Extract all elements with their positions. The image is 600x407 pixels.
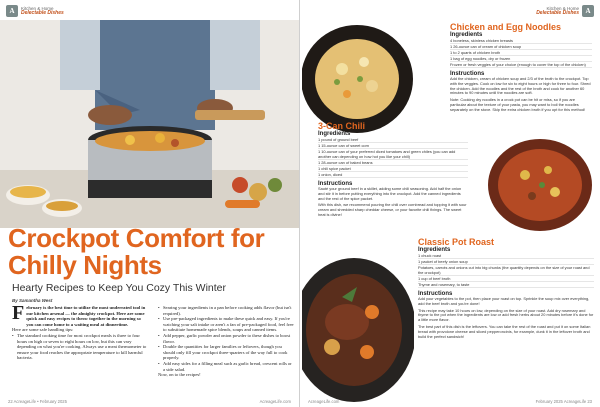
recipe-title: 3-Can Chili: [318, 121, 366, 131]
crockpot-cooking-illustration: [0, 20, 300, 228]
list-item: 1 15-ounce can of sweet corn: [318, 143, 468, 149]
list-item: • Add pepper, garlic powder and onion powder to these dishes to boost flavor.: [158, 333, 294, 344]
ingredients-heading: Ingredients: [318, 131, 351, 137]
recipe-classic-pot-roast: [418, 237, 594, 339]
magazine-logo: A: [6, 5, 18, 17]
header-section: Delectable Dishes: [536, 10, 579, 16]
instructions-heading: Instructions: [418, 291, 453, 297]
list-item: • Searing your ingredients in a pan before cooking adds flavor (but isn't required).: [158, 305, 294, 316]
instructions-heading: Instructions: [318, 181, 353, 187]
list-item: • Double the quantities for larger families or leftovers, though you should only fill your crockpot three-quarters of the way full to cook properly.: [158, 344, 294, 361]
tips-list-left: [12, 333, 148, 361]
chicken-noodle-photo: [302, 24, 420, 134]
ingredients-list: [318, 137, 468, 178]
recipe-title: Chicken and Egg Noodles: [450, 22, 562, 32]
list-item: • Add easy sides for a filling meal such as garlic bread, crescent rolls or a side salad.: [158, 361, 294, 372]
article-subtitle: Hearty Recipes to Keep You Cozy This Winter: [12, 282, 226, 294]
list-item: 1 onion, diced: [318, 172, 468, 178]
list-item: 1 chuck roast: [418, 253, 594, 259]
list-item: 1 28-ounce can of baked beans: [318, 160, 468, 166]
list-item: 1 cup of beef broth: [418, 276, 594, 282]
instructions-text: Add your vegetables to the pot, then place your roast on top. Sprinkle the soup mix over everything, add the beef broth and you're done!: [418, 296, 590, 306]
note-text: Note: Cooking dry noodles in a crock pot can be hit or miss, so if you are particular about the texture of your pasta, you may want to boil the noodles separately on the stove. Skip the extra chicken broth if you opt for this method!: [450, 97, 586, 112]
left-header: [6, 5, 64, 17]
instructions-text: Add the chicken, cream of chicken soup and 2/3 of the broth to the crockpot. Top with the veggies. Cook on low for six to eight hours or high for three to four. Shred the chicken. Add the noodles and the rest of the broth and cook for another 60 minutes to 90 minutes until the noodles are soft.: [450, 76, 591, 96]
header-line: Kitchen & Home: [21, 6, 54, 11]
list-item: 1 chili spice packet: [318, 166, 468, 172]
list-item: 1 bag of egg noodles, dry or frozen: [450, 56, 592, 62]
list-item: Thyme and rosemary, to taste: [418, 282, 594, 288]
tips-intro: Here are some safe handling tips:: [12, 327, 74, 333]
right-footer-right: February 2025 AcreageLife 23: [535, 399, 592, 404]
right-footer-left: AcreageLife.com: [308, 399, 340, 404]
list-item: 1 to 2 quarts of chicken broth: [450, 50, 592, 56]
right-page: [300, 0, 600, 407]
tips-list-right: [158, 305, 294, 372]
list-item: Frozen or fresh veggies of your choice (enough to cover the top of the chicken): [450, 62, 592, 68]
ingredients-heading: Ingredients: [418, 247, 451, 253]
recipe-chicken-egg-noodles: [450, 22, 592, 113]
intro-paragraph: ebruary is the best time to utilize the most underrated tool in our kitchen arsenal — the almighty crockpot. Here are some quick and easy recipes to throw together in the morning so you can come home to a waiting meal at dinnertime.: [26, 305, 146, 327]
list-item: Potatoes, carrots and onions cut into big chunks (the quantity depends on the size of your roast and the crockpot): [418, 265, 594, 276]
recipe-title: Classic Pot Roast: [418, 237, 495, 247]
body-column-1: [12, 302, 148, 378]
ingredients-list: [450, 38, 592, 68]
left-footer-left: 22 AcreageLife • February 2025: [8, 399, 67, 404]
body-column-2: [158, 305, 294, 378]
list-item: 4 boneless, skinless chicken breasts: [450, 38, 592, 44]
header-section: Delectable Dishes: [21, 10, 64, 16]
byline: By Samantha West: [12, 298, 53, 303]
instructions-text: Sauté your ground beef in a skillet, adding some chili seasoning. Add half the onion and stir it in before putting everything into the crockpot. Add the canned ingredients and the rest of the spice packet.: [318, 186, 462, 201]
instructions-heading: Instructions: [450, 71, 485, 77]
list-item: • The standard cooking time for most crockpot meals is three to four hours on high or seven to eight hours on low, but this can vary depending on what you're cooking. Always use a meat thermometer to ensure your food reaches the appropriate temperature to kill harmful bacteria.: [12, 333, 148, 361]
article-body: [12, 302, 294, 378]
right-header: [536, 5, 594, 17]
magazine-logo: A: [582, 5, 594, 17]
list-item: 1 pound of ground beef: [318, 137, 468, 143]
header-line: Kitchen & Home: [546, 6, 579, 11]
instructions-text-2: With this dish, we recommend pouring the chili over cornbread and topping it with sour cream and shredded sharp cheddar cheese, or your favorite chili fixings. The sweet heat is divine!: [318, 202, 467, 217]
instructions-text-3: The best part of this dish is the leftovers. You can take the rest of the roast and put it on some Italian bread with provolone cheese and sliced pepperoncinis, for example, dunk it in the leftover broth and build the perfect sandwich!: [418, 323, 591, 339]
ingredients-heading: Ingredients: [450, 32, 483, 38]
hero-photo: [0, 20, 300, 228]
dropcap: F: [12, 302, 25, 324]
list-item: 1 10-ounce can of your preferred diced tomatoes and green chiles (you can add another can depending on how hot you like your chili): [318, 149, 468, 160]
list-item: 1 26-ounce can of cream of chicken soup: [450, 44, 592, 50]
ingredients-list: [418, 253, 594, 288]
recipe-3-can-chili: [318, 121, 588, 218]
article-title: Crockpot Comfort for Chilly Nights: [8, 223, 265, 280]
list-item: • Use pre-packaged ingredients to make these quick and easy. If you're watching your salt intake or aren't a fan of pre-packaged food, feel free to substitute homemade spice blends, soups and canned items.: [158, 316, 294, 333]
list-item: 1 packet of beefy onion soup: [418, 259, 594, 265]
instructions-text-2: This recipe may take 10 hours on low, depending on the size of your roast. Add dry rosemary and thyme to the pot when the ingredients are low or add fresh herbs about 20 minutes before it's done for a little more flavor.: [418, 307, 594, 323]
left-footer-right: AcreageLife.com: [259, 399, 291, 404]
tips-end: Now, on to the recipes!: [158, 372, 201, 378]
pot-roast-photo: [302, 252, 414, 402]
